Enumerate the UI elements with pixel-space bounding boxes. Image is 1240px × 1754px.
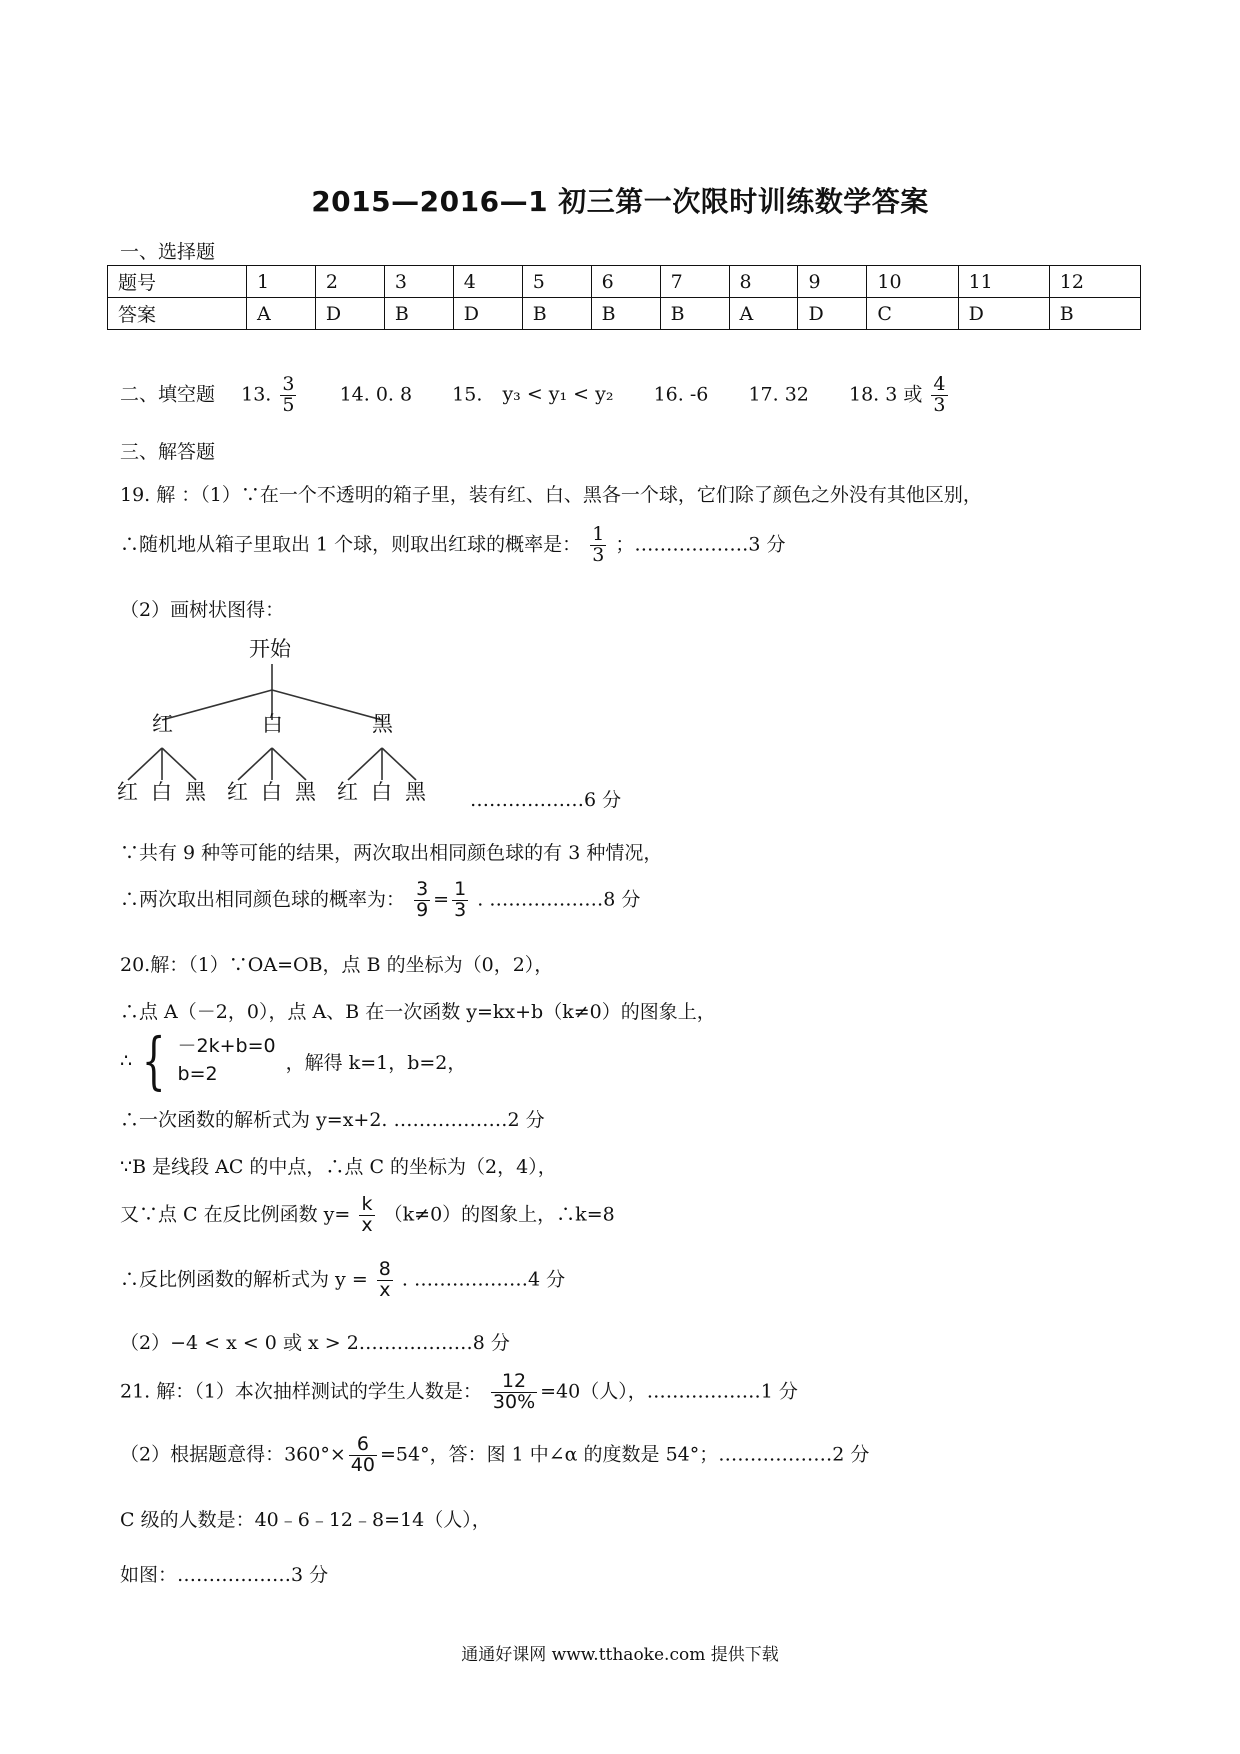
q18-numerator: 4 [933,373,946,395]
tree-leaf: 红 [337,780,358,804]
q20-line-4: ∴一次函数的解析式为 y=x+2. ………………2 分 [120,1109,545,1131]
q19-equals: = [433,888,450,911]
q21-line-2-rest: =54°，答：图 1 中∠α 的度数是 54°；………………2 分 [379,1443,870,1466]
fill-heading: 二、填空题 [120,383,216,406]
table-cell: D [798,298,867,330]
q19-line-1: 19. 解 ：（1）∵在一个不透明的箱子里，装有红、白、黑各一个球，它们除了颜色之外没有其他区别， [120,484,982,506]
table-cell: 11 [958,266,1049,298]
q21-line-1-rest: =40（人），………………1 分 [540,1380,798,1403]
table-cell: 2 [315,266,384,298]
tree-node-white: 白 [262,712,283,736]
q20-line-3 [120,1024,467,1097]
q13-prefix: 13. [241,383,272,406]
q18-fraction [931,375,947,416]
table-cell: B [660,298,729,330]
q20-k-numerator: k [359,1195,374,1216]
q20-equation-2: b=2 [177,1063,218,1085]
q19-prob-denominator: 3 [592,543,605,566]
q20-equations [178,1033,276,1088]
page-footer: 通通好课网 www.tthaoke.com 提供下载 [461,1645,779,1665]
table-cell: 7 [660,266,729,298]
q21-angle-denominator: 40 [350,1453,375,1476]
q20-line-5: ∵B 是线段 AC 的中点，∴点 C 的坐标为（2，4）， [120,1156,557,1178]
tree-leaf: 白 [261,780,282,804]
q19-prob-numerator: 1 [592,523,605,545]
q13-numerator: 3 [282,373,295,395]
q13-fraction [280,375,296,416]
q19-same-num-1: 3 [416,878,429,900]
table-header-answer: 答案 [108,298,247,330]
section-choice-heading: 一、选择题 [120,241,216,263]
q20-system [120,1024,467,1097]
tree-root: 开始 [249,637,291,661]
q20-line-7 [120,1260,565,1301]
q21-line-1-text: 21. 解：（1）本次抽样测试的学生人数是： [120,1380,482,1403]
q21-line-1 [120,1372,798,1413]
brace-icon: { [141,1024,166,1097]
table-cell: B [591,298,660,330]
q21-sample-denominator: 30% [492,1390,536,1413]
table-cell: D [315,298,384,330]
q20-line-7-score: . ………………4 分 [401,1268,566,1291]
q21-sample-numerator: 12 [491,1372,537,1393]
q20-therefore: ∴ [120,1050,133,1072]
q15-prefix: 15. [452,383,483,406]
q21-sample-fraction [491,1372,537,1413]
q19-same-den-1: 9 [416,898,429,921]
q20-solution: ，解得 k=1，b=2， [285,1051,467,1074]
table-row-numbers [108,266,1141,298]
q19-line-5-score: . ………………8 分 [477,888,641,911]
tree-score: ………………6 分 [470,789,622,811]
q19-line-5 [120,880,640,921]
q17-answer: 17. 32 [748,383,809,406]
q19-line-2-text: ∴随机地从箱子里取出 1 个球，则取出红球的概率是： [120,533,582,556]
q13-denominator: 5 [282,393,295,416]
tree-leaf: 黑 [405,780,426,804]
table-cell: 3 [384,266,453,298]
q20-line-6 [120,1195,615,1236]
q19-same-fraction-2 [452,880,468,921]
table-cell: B [1049,298,1140,330]
q20-8-numerator: 8 [378,1258,391,1280]
q16-answer: 16. -6 [653,383,709,406]
q20-line-6-text: 又∵点 C 在反比例函数 y= [120,1203,351,1226]
table-cell: 10 [867,266,958,298]
q19-same-fraction-1 [414,880,430,921]
table-cell: A [246,298,315,330]
table-cell: B [384,298,453,330]
answer-table [107,265,1141,330]
q14-answer: 14. 0. 8 [339,383,413,406]
table-cell: D [958,298,1049,330]
fill-in-answers [120,375,951,416]
tree-leaf: 黑 [185,780,206,804]
table-cell: D [453,298,522,330]
q19-prob-fraction [590,525,606,566]
table-cell: 9 [798,266,867,298]
q19-same-den-2: 3 [454,898,467,921]
tree-leaf: 红 [227,780,248,804]
q20-equation-1: －2k+b=0 [177,1035,276,1058]
tree-leaf: 红 [117,780,138,804]
q20-x-den: x [379,1278,391,1301]
q19-line-5-text: ∴两次取出相同颜色球的概率为： [120,888,406,911]
q21-line-4: 如图：………………3 分 [120,1564,329,1586]
q20-line-7-text: ∴反比例函数的解析式为 y = [120,1268,368,1291]
q21-line-3: C 级的人数是：40﹣6﹣12﹣8=14（人）， [120,1509,491,1531]
table-cell: A [729,298,798,330]
q21-line-2 [120,1435,869,1476]
q20-line-8: （2）−4 < x < 0 或 x > 2………………8 分 [120,1332,510,1354]
table-cell: 12 [1049,266,1140,298]
q15-expression: y₃ < y₁ < y₂ [502,383,614,406]
q20-8-over-x [377,1260,393,1301]
q19-line-2-score: ；………………3 分 [615,533,786,556]
tree-leaf: 白 [151,780,172,804]
table-row-answers [108,298,1141,330]
section-solution-heading: 三、解答题 [120,441,216,463]
q18-prefix: 18. 3 或 [848,383,923,406]
q20-line-6-rest: （k≠0）的图象上，∴k=8 [383,1203,615,1226]
table-cell: B [522,298,591,330]
q18-denominator: 3 [933,393,946,416]
q19-line-4: ∵共有 9 种等可能的结果，两次取出相同颜色球的有 3 种情况， [120,842,663,864]
q20-line-1: 20.解：（1）∵OA=OB，点 B 的坐标为（0，2）， [120,954,554,976]
q21-line-2-text: （2）根据题意得：360°× [120,1443,346,1466]
table-cell: 4 [453,266,522,298]
q20-line-2: ∴点 A（－2，0），点 A、B 在一次函数 y=kx+b（k≠0）的图象上， [120,1001,716,1023]
table-cell: C [867,298,958,330]
q19-same-num-2: 1 [454,878,467,900]
q19-line-2 [120,525,786,566]
table-header-number: 题号 [108,266,247,298]
table-cell: 1 [246,266,315,298]
q20-k-over-x [359,1195,374,1236]
table-cell: 8 [729,266,798,298]
q20-x-denominator: x [361,1213,373,1236]
table-cell: 5 [522,266,591,298]
tree-leaf: 白 [371,780,392,804]
q21-angle-fraction [349,1435,377,1476]
q21-angle-numerator: 6 [349,1435,377,1456]
q19-line-3: （2）画树状图得： [120,599,285,621]
tree-node-red: 红 [152,712,173,736]
tree-node-black: 黑 [372,712,393,736]
table-cell: 6 [591,266,660,298]
tree-leaf: 黑 [295,780,316,804]
page-title: 2015—2016—1 初三第一次限时训练数学答案 [311,185,929,218]
